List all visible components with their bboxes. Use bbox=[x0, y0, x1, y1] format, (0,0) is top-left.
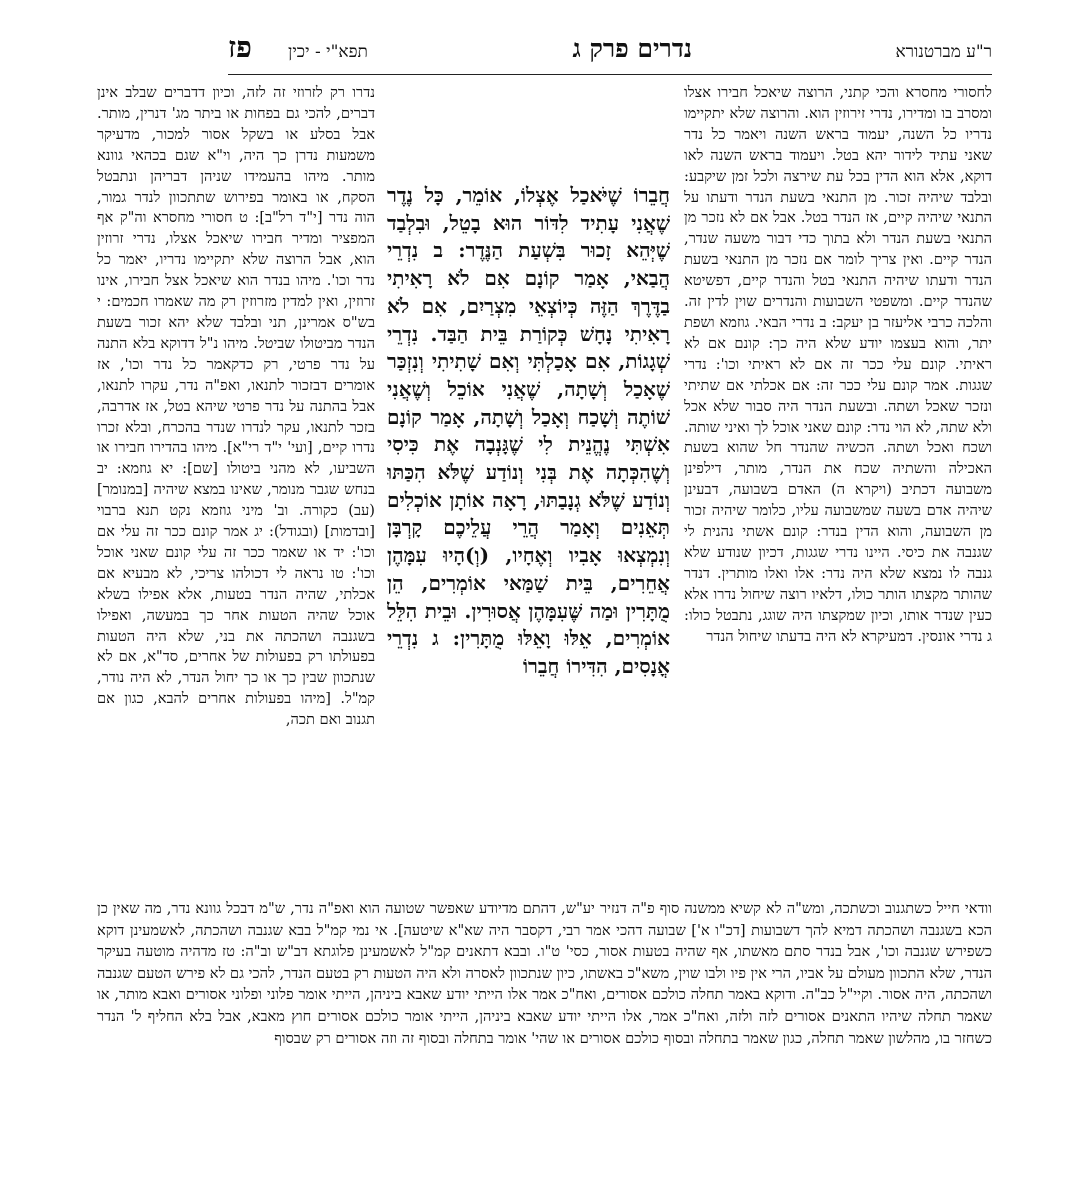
mishnah-text: חֲבֵרוֹ שֶׁיֹּאכַל אֶצְלוֹ, אוֹמֵר, כָּל נֶדֶר שֶׁאֲנִי עָתִיד לִדּוֹר הוּא בָטֵל, וּבִלְבַד שֶׁיְּהֵא זָכוּר בִּשְׁעַת הַנֶּדֶר: ב נִדְרֵי הֲבַאי, אָמַר קוֹנָם אִם לֹא רָאִיתִי בַדֶּרֶךְ הַזֶּה כְּיוֹצְאֵי מִצְרַיִם, אִם לֹא רָאִיתִי נָחָשׁ כְּקוֹרַת בֵּית הַבַּד. נִדְרֵי שְׁגָגוֹת, אִם אָכַלְתִּי וְאִם שָׁתִיתִי וְנִזְכַּר שֶׁאָכַל וְשָׁתָה, שֶׁאֲנִי אוֹכֵל וְשֶׁאֲנִי שׁוֹתֶה וְשָׁכַח וְאָכַל וְשָׁתָה, אָמַר קוֹנָם אִשְׁתִּי נֶהֱנֵית לִי שֶׁגָּנְבָה אֶת כִּיסִי וְשֶׁהִכְּתָה אֶת בְּנִי וְנוֹדַע שֶׁלֹּא הִכַּתּוּ וְנוֹדַע שֶׁלֹּא גְנָבַתּוּ, רָאָה אוֹתָן אוֹכְלִים תְּאֵנִים וְאָמַר הֲרֵי עֲלֵיכֶם קָרְבָּן וְנִמְצְאוּ אָבִיו וְאֶחָיו, (וְ)הָיוּ עִמָּהֶן אֲחֵרִים, בֵּית שַׁמַּאי אוֹמְרִים, הֵן מֻתָּרִין וּמַה שֶּׁעִמָּהֶן אֲסוּרִין. וּבֵית הִלֵּל אוֹמְרִים, אֵלּוּ וָאֵלּוּ מֻתָּרִין: ג נִדְרֵי אֳנָסִים, הִדִּירוֹ חֲבֵרוֹ bbox=[387, 183, 670, 678]
page-number: פז bbox=[228, 30, 252, 64]
commentary-range: תפא"י - יכין bbox=[288, 42, 368, 62]
bottom-commentary bbox=[97, 898, 992, 1164]
mishnah-column bbox=[387, 182, 670, 842]
header-rule bbox=[228, 74, 992, 75]
bartenura-text: לחסורי מחסרא והכי קתני, הרוצה שיאכל חבירו אצלו ומסרב בו ומדירו, נדרי זירוזין הוא. והרוצה שלא יתקיימו נדריו כל השנה, יעמוד בראש השנה ויאמר כל נדר שאני עתיד לידור יהא בטל. ויעמוד בראש השנה לאו דוקא, אלא הוא הדין בכל עת שירצה ולכל זמן שיקבע: ובלבד שיהיה זכור. מן התנאי בשעת הנדר ודעתו על התנאי שיהיה קיים, אז הנדר בטל. אבל אם לא נזכר מן התנאי בשעת הנדר ולא בתוך כדי דבור משעה שנדר, הנדר קיים. ואין צריך לומר אם נזכר מן התנאי בשעת הנדר ודעתו שיהיה התנאי בטל והנדר קיים, דפשיטא שהנדר קיים. ומשפטי השבועות והנדרים שוין לדין זה. והלכה כרבי אליעזר בן יעקב: ב נדרי הבאי. גוזמא ושפת יתר, והוא בעצמו יודע שלא היה כך: קונם אם לא ראיתי. קונם עלי ככר זה אם לא ראיתי וכו': נדרי שגגות. אמר קונם עלי ככר זה: אם אכלתי אם שתיתי ונזכר שאכל ושתה. ובשעת הנדר היה סבור שלא אכל ולא שתה, לא הוי נדר: קונם שאני אוכל לך ואיני שותה. ושכח ואכל ושתה. הכשיה שהנדר חל שהוא בשעת האכילה והשתיה שכח את הנדר, מותר, דילפינן משבועה דכתיב (ויקרא ה) האדם בשבועה, דבעינן שיהיה אדם בשעה שמשבועה עליו, כלומר שיהיה זכור מן השבועה, והוא הדין בנדר: קונם אשתי נהנית לי שגנבה את כיסי. היינו נדרי שגגות, דכיון שנודע שלא גנבה לו נמצא שלא היה נדר: אלו ואלו מותרין. דנדר שהותר מקצתו הותר כולו, דלאיו רוצה שיחול נדרו אלא כעין שנדר אותו, וכיון שמקצתו היה שוגג, נתבטל כולו: ג נדרי אונסין. דמעיקרא לא היה בדעתו שיחול הנדר bbox=[684, 84, 992, 645]
tractate-chapter-title: נדרים פרק ג bbox=[572, 34, 692, 63]
commentary-title: ר"ע מברטנורא bbox=[895, 42, 992, 62]
page-header bbox=[228, 32, 992, 72]
tiferet-yisrael-column bbox=[97, 83, 375, 895]
bartenura-column bbox=[684, 83, 992, 895]
tiferet-yisrael-text: נדרו רק לזרוזי זה לזה, וכיון דדברים שבלב אינן דברים, להכי גם בפחות או ביתר מג' דנרין, מותר. אבל בסלע או בשקל אסור למכור, מדעיקר משמעות נדרן כך היה, וי"א שגם בכהאי גוונא מותר. מיהו בהעמידו שניהן דבריהן ונתבטל הסקח, או באומר בפירוש שתתכוון לנדר גמור, הוה נדר [י"ד רל"ב]: ט חסורי מחסרא וה"ק אף המפציר ומדיר חבירו שיאכל אצלו, נדרי זרוזין הוא, אבל הרוצה שלא יתקיימו נדריו, יאמר כל נדר וכו'. מיהו בנדר הוא שיאכל אצל חבירו, אינו זרוזין, ואין למדין מזרוזין רק מה שאמרו חכמים: י בש"ס אמרינן, תני ובלבד שלא יהא זכור בשעת הנדר מביטולו שביטל. מיהו נ"ל דדוקא בלא התנה על נדר פרטי, רק כדקאמר כל נדר וכו', אז אומרים דבזכור לתנאו, ואפ"ה נדר, עקרו לתנאו, אבל בהתנה על נדר פרטי שיהא בטל, אז אדרבה, בזכר לתנאו, עקר לנדרו שנדר בהכרח, ובלא זכרו נדרו קיים, [ועי' י"ד רי"א]. מיהו בהדירו חבירו או השביעו, לא מהני ביטולו [שם]: יא גוזמא: יב בנחש שגבר מנומר, שאינו במצא שיהיה [במנומר] (עב) כקורה. וב' מיני גוזמא נקט תנא ברבוי [ובדמות] (ובגודל): יג אמר קונם ככר זה עלי אם וכו': יד או שאמר ככר זה עלי קונם שאני אוכל וכו': טו נראה לי דכולהו צריכי, לא מבעיא אם אכלתי, שהיה הנדר בטעות, אלא אפילו בשלא אוכל שהיה הטעות אחר כך במעשה, ואפילו בשגנבה ושהכתה את בני, שלא היה הטעות בפעולתו רק בפעולות של אחרים, סד"א, אם לא שנתכוון שבין כך או כך יחול הנדר, לא היה נודר, קמ"ל. [מיהו בפעולות אחרים להבא, כגון אם תגנוב ואם תכה, bbox=[97, 84, 375, 729]
bottom-commentary-text: וודאי חייל כשתגנוב וכשתכה, ומש"ה לא קשיא ממשנה סוף פ"ה דנזיר יע"ש, דהתם מדיודע שאפשר שטועה הוא ואפ"ה נדר, ש"מ דבכל גוונא נדר, מה שאין כן הכא בשגנבה ושהכתה דמיא להך דשבועות [דכ"ו א'] שבועה דהכי אמר רבי, דקסבר היה שא"א שיטעה]. אי נמי קמ"ל בבא שגנבה ושהכתה, לאשמעינן דוקא כשפירש שגנבה וכו', אבל בנדר סתם מאשתו, אף שהיה בטעות אסור, כסי' ט"ו. ובבא דתאנים קמ"ל לאשמעינן פלוגתא דב"ש וב"ה: טז מדהיה מוטעה בעיקר הנדר, שלא התכוון מעולם על אביו, הרי אין פיו ולבו שוין, משא"כ באשתו, כיון שנתכוון לאסרה ולא היה הטעות רק בטעם הנדר, להכי גם לא פירש הטעם שגנבה ושהכתה, היה אסור. וקיי"ל כב"ה. ודוקא באמר תחלה כולכם אסורים, ואח"כ אמר אלו הייתי יודע שאבא ביניהן, הייתי אומר פלוני ופלוני אסורים ואבא מותר, או שאמר תחלה שיהיו התאנים אסורים לזה ולזה, ואח"כ אמר, אלו הייתי יודע שאבא ביניהן, הייתי אומר כולכם אסורים חוץ מאבא, אבל בלא החליף ל' הנדר כשחזר בו, מהלשון שאמר תחלה, כגון שאמר בתחלה ובסוף כולכם אסורים או שהי' אומר בתחלה ובסוף זה וזה אסורים רק שבסוף bbox=[97, 900, 992, 1047]
